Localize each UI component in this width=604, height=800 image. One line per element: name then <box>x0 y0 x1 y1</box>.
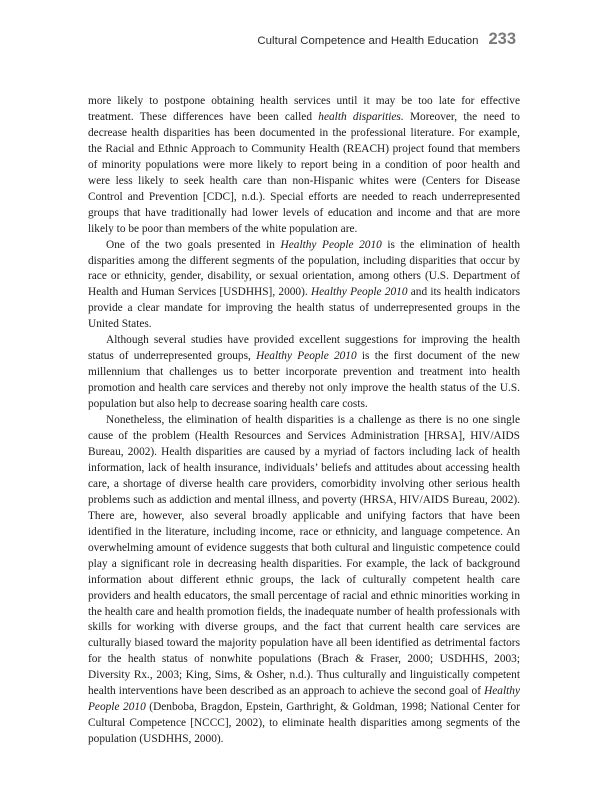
text-run: is the first document of the new millennium that challenges us to better incorporate prevention and treatment into health promotion and health care services and thereby not only improve the health status of the U.S. population but also help to decrease soaring health care costs. <box>88 350 520 411</box>
italic-text: Healthy People 2010 <box>88 685 520 714</box>
italic-text: Healthy People 2010 <box>310 286 408 299</box>
page-number: 233 <box>488 30 516 48</box>
text-run: One of the two goals presented in <box>106 238 281 251</box>
text-run: Moreover, the need to decrease health disparities has been documented in the professional literature. For example, the Racial and Ethnic Approach to Community Health (REACH) project found that members of minority populations were more likely to report being in a condition of poor health and were less likely to seek health care than non-Hispanic whites were (Centers for Disease Control and Prevention [CDC], n.d.). Special efforts are needed to reach underrepresented groups that have traditionally had lower levels of education and income and that are more likely to be poor than members of the white population are. <box>88 110 520 235</box>
italic-text: health disparities. <box>318 110 404 123</box>
body-text <box>88 94 520 748</box>
paragraph-2 <box>88 238 520 334</box>
paragraph-3 <box>88 333 520 413</box>
running-head <box>88 30 516 49</box>
text-run: Nonetheless, the elimination of health disparities is a challenge as there is no one single cause of the problem (Health Resources and Services Administration [HRSA], HIV/AIDS Bureau, 2002). Health disparities are caused by a myriad of factors including lack of health information, lack of health insurance, individuals’ beliefs and attitudes about accessing health care, a shortage of diverse health care providers, comorbidity involving other serious health problems such as addiction and mental illness, and poverty (HRSA, HIV/AIDS Bureau, 2002). There are, however, also several broadly applicable and unifying factors that have been identified in the literature, including income, race or ethnicity, and language competence. An overwhelming amount of evidence suggests that both cultural and linguistic competence could play a significant role in decreasing health disparities. For example, the lack of background information about different ethnic groups, the lack of culturally competent health care providers and health educators, the small percentage of racial and ethnic minorities working in the health care and health promotion fields, the inadequate number of health professionals with skills for working with diverse groups, and the fact that current health care services are culturally biased toward the majority population have all been identified as detrimental factors for the health status of nonwhite populations (Brach & Fraser, 2000; USDHHS, 2003; Diversity Rx., 2003; King, Sims, & Osher, n.d.). Thus culturally and linguistically competent health interventions have been described as an approach to achieve the second goal of <box>88 414 520 698</box>
text-run: more likely to postpone obtaining health services until it may be too late for effective treatment. These differences have been called <box>88 95 520 123</box>
paragraph-4 <box>88 413 520 748</box>
running-title: Cultural Competence and Health Education <box>257 35 479 47</box>
italic-text: Healthy People 2010 <box>256 350 357 363</box>
text-run: is the elimination of health disparities among the different segments of the population, including disparities that occur by race or ethnicity, gender, disability, or sexual orientation, among others (U.S. Department of Health and Human Services [USDHHS], 2000). <box>88 238 520 299</box>
text-run: Although several studies have provided excellent suggestions for improving the health status of underrepresented groups, <box>88 334 520 363</box>
text-run: and its health indicators provide a clear mandate for improving the health status of underrepresented groups in the United States. <box>88 286 520 331</box>
paragraph-1 <box>88 94 520 238</box>
italic-text: Healthy People 2010 <box>280 238 382 251</box>
text-run: (Denboba, Bragdon, Epstein, Garthright, & Goldman, 1998; National Center for Cultural Competence [NCCC], 2002), to eliminate health disparities among segments of the population (USDHHS, 2000). <box>88 701 520 746</box>
